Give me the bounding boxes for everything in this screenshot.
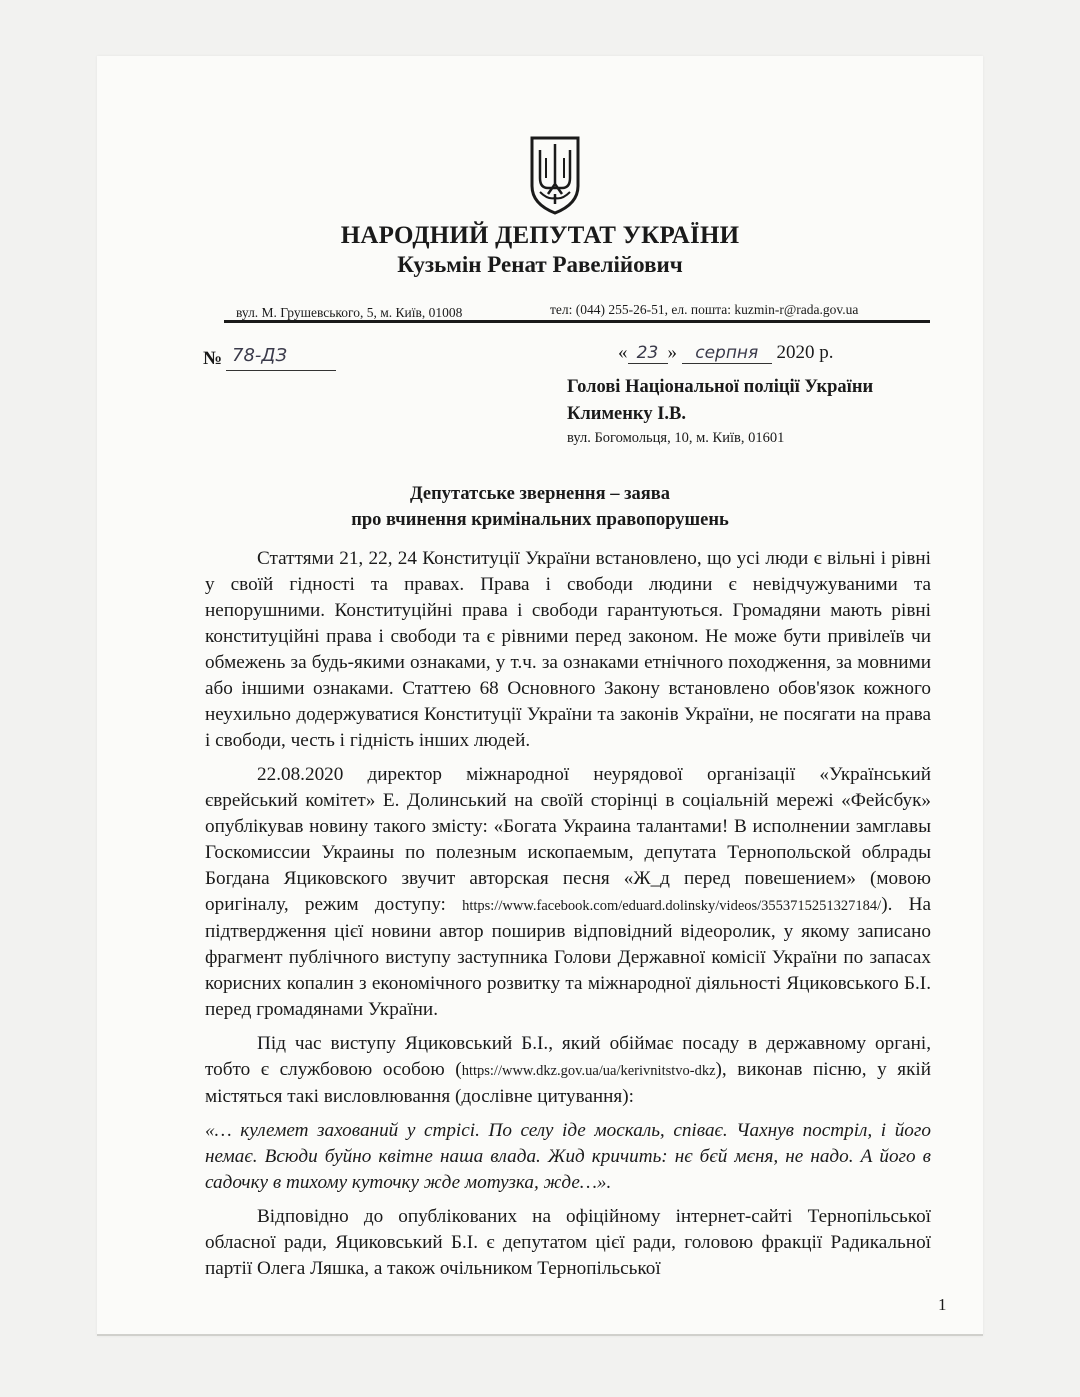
dkz-link: https://www.dkz.gov.ua/ua/kerivnitstvo-dkz	[461, 1063, 716, 1079]
date-year: 2020 р.	[776, 342, 834, 363]
recipient-name: Клименку І.В.	[567, 404, 686, 424]
coat-of-arms-icon	[528, 134, 582, 216]
date-day: 23	[628, 343, 668, 364]
ref-number-value: 78-ДЗ	[226, 345, 336, 371]
paragraph-1: Статтями 21, 22, 24 Конституції України встановлено, що усі люди є вільні і рівні у своїй гідності та правах. Права і свободи людини є невідчужуваними та непорушними. Конституційні права і свободи гарантуються. Громадяни мають рівні конституційні права і свободи та є рівними перед законом. Не може бути привілеїв чи обмежень за будь-якими ознаками, у т.ч. за ознаками етнічного походження, за мовними або іншими ознаками. Статтею 68 Основного Закону встановлено обов'язок кожного неухильно додержуватися Конституції України та законів України, не посягати на права і свободи, честь і гідність інших людей.	[205, 548, 931, 751]
facebook-link: https://www.facebook.com/eduard.dolinsky/videos/3553715251327184/	[462, 898, 882, 914]
date-month: серпня	[682, 343, 772, 364]
paragraph-3-text-start: Під час виступу Яциковський Б.І., який обіймає посаду в державному органі, тобто є службовою особою (	[205, 1033, 931, 1080]
ref-number-sign: №	[203, 348, 223, 369]
header-rule	[224, 320, 930, 323]
paragraph-4: Відповідно до опублікованих на офіційному інтернет-сайті Тернопільської обласної ради, Яциковський Б.І. є депутатом цієї ради, головою фракції Радикальної партії Олега Ляшка, а також очільником Тернопільської	[205, 1206, 931, 1279]
sender-address: вул. М. Грушевського, 5, м. Київ, 01008	[236, 305, 463, 320]
date-open-quote: «	[618, 342, 628, 363]
paragraph-3-text-end: ), виконав пісню, у якій містяться такі висловлювання (дослівне цитування):	[205, 1059, 931, 1107]
paragraph-2-text-end: ). На підтвердження цієї новини автор поширив відповідний відеоролик, у якому записано фрагмент публічного виступу заступника Голови Державної комісії України по запасах корисних копалин з економічного розвитку та міжнародної діяльності Яциковського Б.І. перед громадянами України.	[205, 894, 931, 1020]
song-quote: «… кулемет захований у стрісі. По селу іде москаль, співає. Чахнув постріл, і його немає. Всюди буйно квітне наша влада. Жид кричить: нє бєй мєня, не надо. А його в садочку в тихому куточку жде мотузка, жде…».	[205, 1120, 931, 1193]
letter-body	[205, 546, 931, 1282]
paragraph-3	[205, 1031, 931, 1110]
subject-line-2: про вчинення кримінальних правопорушень	[351, 510, 729, 530]
sender-contacts: тел: (044) 255-26-51, ел. пошта: kuzmin-r@rada.gov.ua	[550, 302, 859, 317]
recipient-address: вул. Богомольця, 10, м. Київ, 01601	[567, 430, 785, 446]
recipient-title: Голові Національної поліції України	[567, 377, 874, 397]
paragraph-2	[205, 762, 931, 1023]
header-name: Кузьмін Ренат Равелійович	[397, 252, 683, 277]
date-close-quote: »	[667, 342, 677, 363]
subject-line-1: Депутатське звернення – заява	[409, 484, 671, 504]
header-title: НАРОДНИЙ ДЕПУТАТ УКРАЇНИ	[340, 222, 740, 249]
ref-date	[618, 342, 834, 364]
page-number: 1	[938, 1295, 947, 1314]
paragraph-2-text-start: 22.08.2020 директор міжнародної неурядової організації «Український єврейський комітет» Е. Долинський на своїй сторінці в соціальній мережі «Фейсбук» опублікував новину такого змісту: «Богата Украина талантами! В исполнении замглавы Госкомиссии Украины по полезным ископаемым, депутата Тернопольской облрады Богдана Яциковского звучит авторская песня «Ж_д перед повешением» (мовою оригіналу, режим доступу:	[205, 764, 931, 915]
page-edge	[97, 1334, 983, 1336]
